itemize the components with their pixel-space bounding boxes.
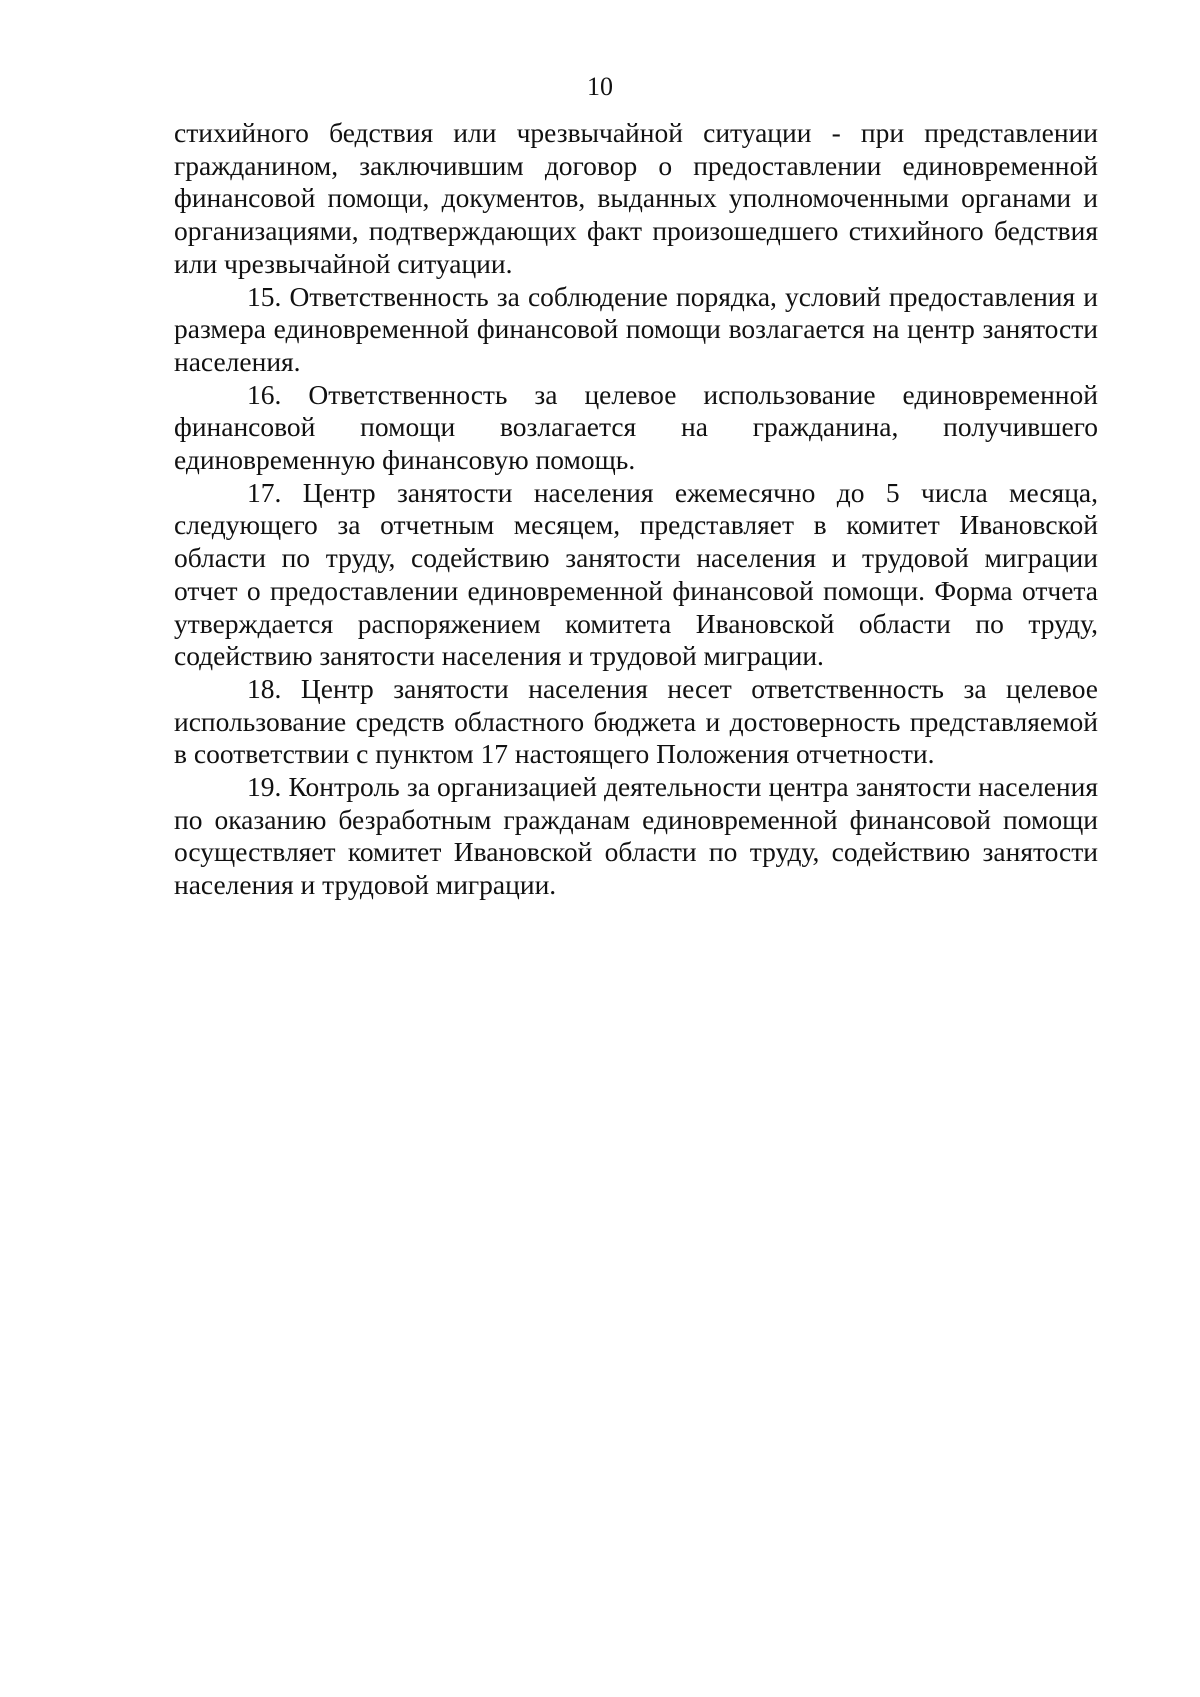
paragraph-item-15: 15. Ответственность за соблюдение порядка, условий предоставления и размера единовременной финансовой помощи возлагается на центр занятости населения. — [174, 280, 1098, 377]
paragraph-item-19: 19. Контроль за организацией деятельности центра занятости населения по оказанию безработным гражданам единовременной финансовой помощи осуществляет комитет Ивановской области по труду, содействию занятости населения и трудовой миграции. — [174, 771, 1098, 901]
document-body — [174, 117, 1098, 902]
paragraph-item-16: 16. Ответственность за целевое использование единовременной финансовой помощи возлагается на гражданина, получившего единовременную финансовую помощь. — [174, 378, 1098, 476]
paragraph-item-18: 18. Центр занятости населения несет ответственность за целевое использование средств областного бюджета и достоверность представляемой в соответствии с пунктом 17 настоящего Положения отчетности. — [174, 672, 1098, 770]
paragraph-continuation: стихийного бедствия или чрезвычайной ситуации - при представлении гражданином, заключившим договор о предоставлении единовременной финансовой помощи, документов, выданных уполномоченными органами и организациями, подтверждающих факт произошедшего стихийного бедствия или чрезвычайной ситуации. — [174, 117, 1098, 279]
page-number: 10 — [587, 72, 613, 101]
paragraph-item-17: 17. Центр занятости населения ежемесячно до 5 числа месяца, следующего за отчетным месяцем, представляет в комитет Ивановской области по труду, содействию занятости населения и трудовой миграции отчет о предоставлении единовременной финансовой помощи. Форма отчета утверждается распоряжением комитета Ивановской области по труду, содействию занятости населения и трудовой миграции. — [174, 476, 1098, 672]
